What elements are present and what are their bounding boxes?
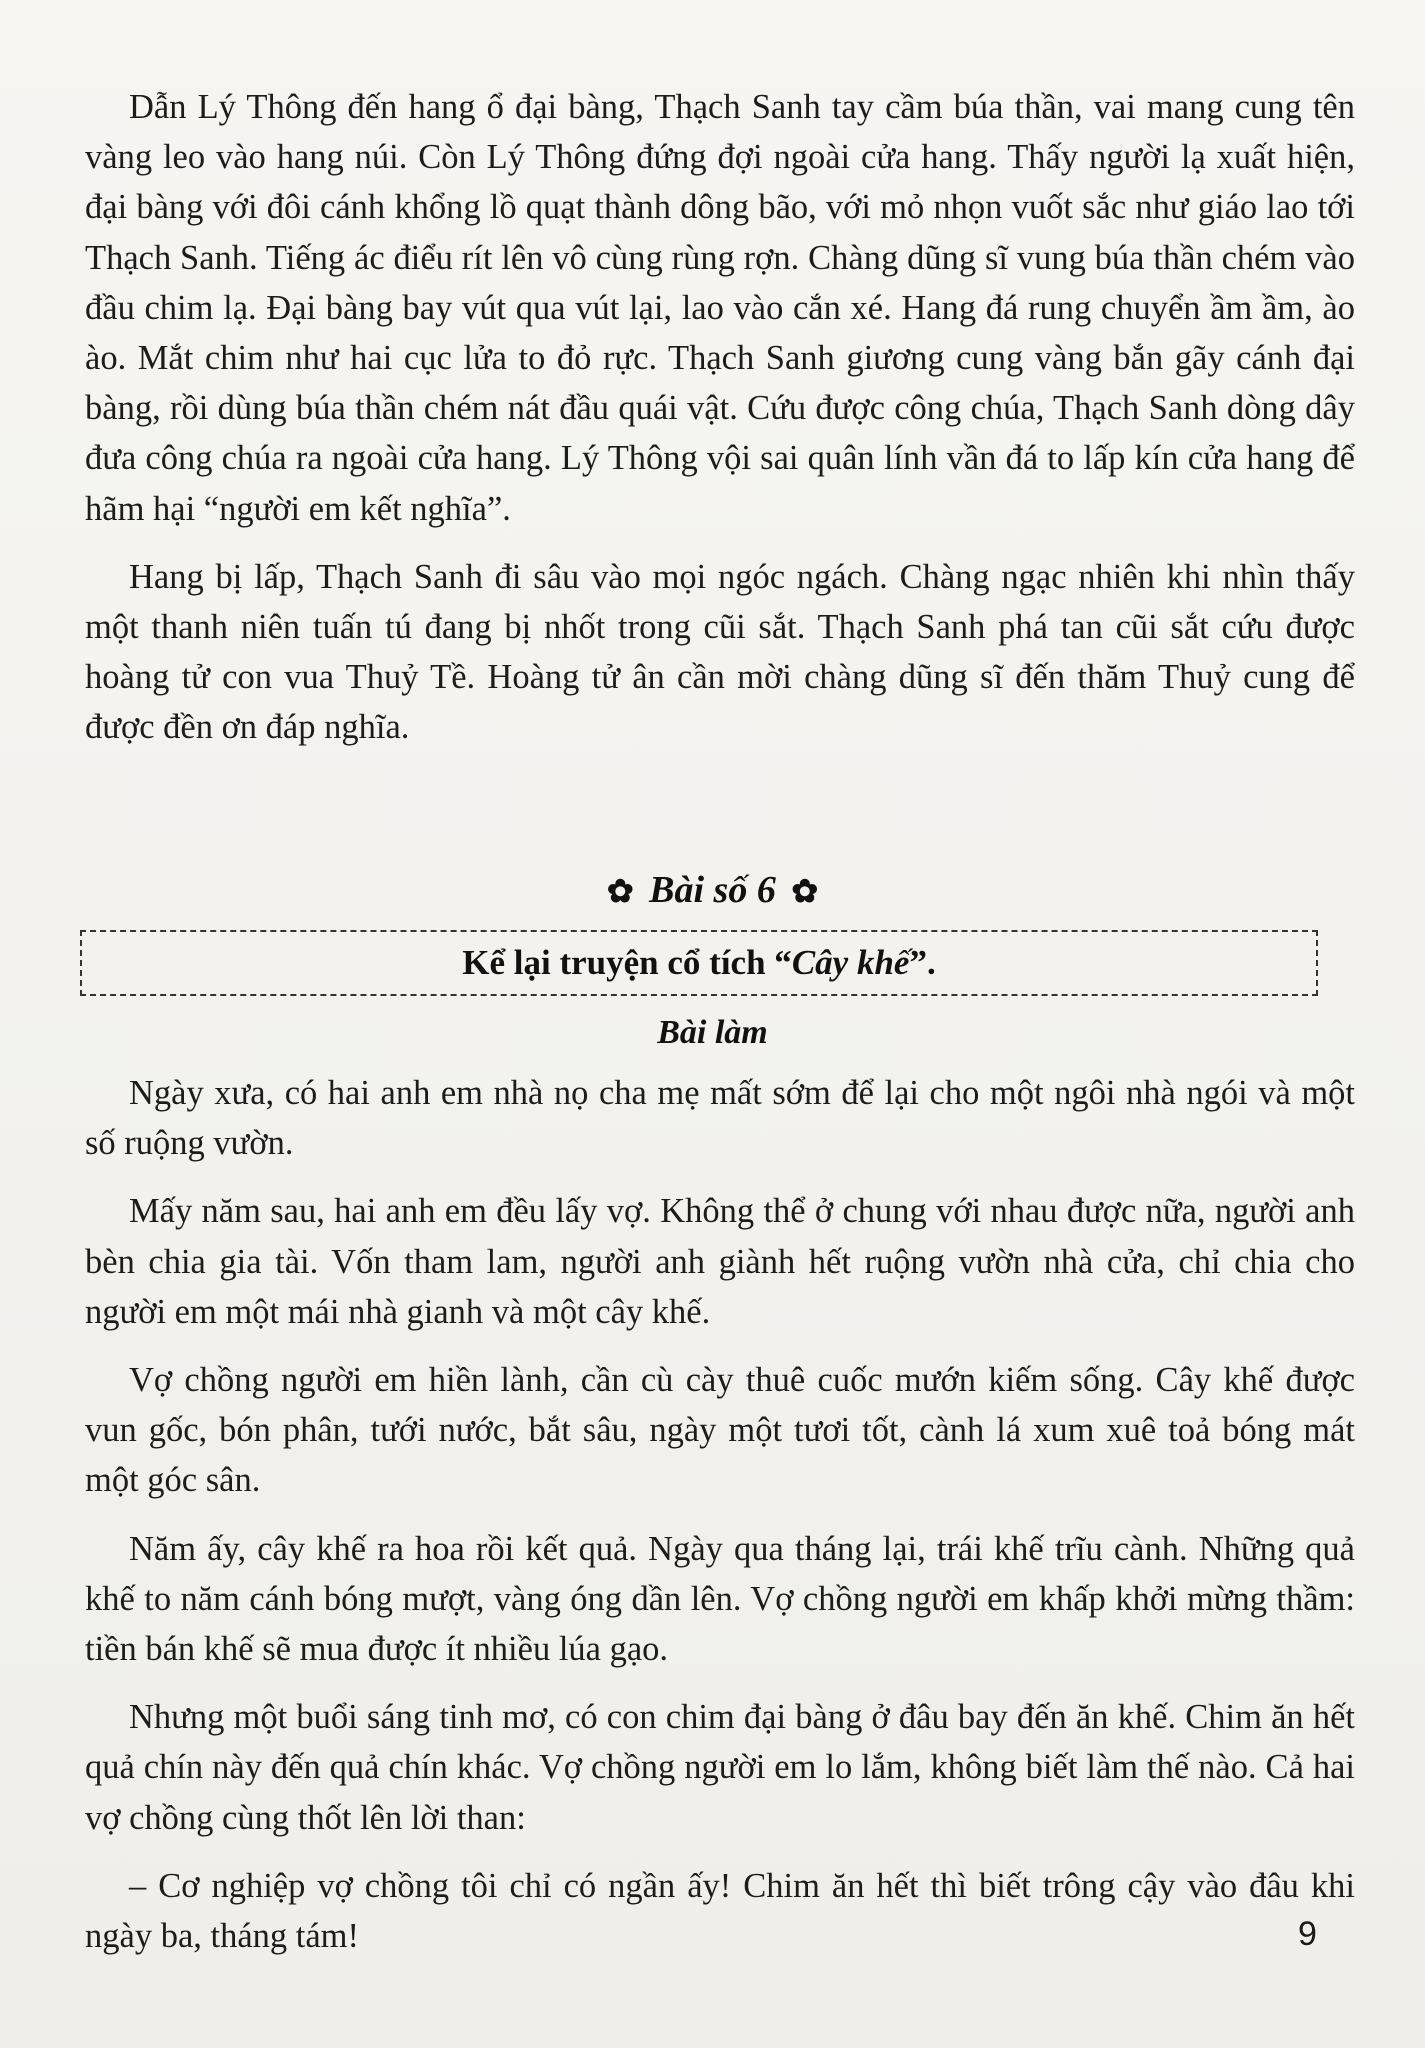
paragraph: Dẫn Lý Thông đến hang ổ đại bàng, Thạch Sanh tay cầm búa thần, vai mang cung tên vàng leo vào hang núi. Còn Lý Thông đứng đợi ngoài cửa hang. Thấy người lạ xuất hiện, đại bàng với đôi cánh khổng lồ quạt thành dông bão, với mỏ nhọn vuốt sắc như giáo lao tới Thạch Sanh. Tiếng ác điểu rít lên vô cùng rùng rợn. Chàng dũng sĩ vung búa thần chém vào đầu chim lạ. Đại bàng bay vút qua vút lại, lao vào cắn xé. Hang đá rung chuyển ầm ầm, ào ào. Mắt chim như hai cục lửa to đỏ rực. Thạch Sanh giương cung vàng bắn gãy cánh đại bàng, rồi dùng búa thần chém nát đầu quái vật. Cứu được công chúa, Thạch Sanh dòng dây đưa công chúa ra ngoài cửa hang. Lý Thông vội sai quân lính vần đá to lấp kín cửa hang để hãm hại “người em kết nghĩa”. bbox=[85, 88, 1355, 528]
flower-icon: ✿ bbox=[791, 873, 819, 909]
page-number: 9 bbox=[1298, 1915, 1317, 1953]
lesson-title-text: Bài số 6 bbox=[649, 869, 776, 911]
paragraph: Vợ chồng người em hiền lành, cần cù cày thuê cuốc mướn kiếm sống. Cây khế được vun gốc, bón phân, tưới nước, bắt sâu, ngày một tươi tốt, cành lá xum xuê toả bóng mát một góc sân. bbox=[85, 1361, 1355, 1500]
task-prefix: Kể lại truyện cổ tích “ bbox=[462, 943, 792, 982]
paragraph: Ngày xưa, có hai anh em nhà nọ cha mẹ mất sớm để lại cho một ngôi nhà ngói và một số ruộng vườn. bbox=[85, 1074, 1355, 1163]
task-prompt-box bbox=[80, 930, 1318, 996]
story-continuation bbox=[85, 82, 1355, 753]
story-answer bbox=[85, 1068, 1355, 1961]
answer-heading: Bài làm bbox=[657, 1014, 768, 1051]
task-story-title: Cây khế bbox=[791, 943, 910, 982]
paragraph: Năm ấy, cây khế ra hoa rồi kết quả. Ngày qua tháng lại, trái khế trĩu cành. Những quả khế to năm cánh bóng mượt, vàng óng dần lên. Vợ chồng người em khấp khởi mừng thầm: tiền bán khế sẽ mua được ít nhiều lúa gạo. bbox=[85, 1529, 1355, 1669]
paragraph: – Cơ nghiệp vợ chồng tôi chỉ có ngần ấy! Chim ăn hết thì biết trông cậy vào đâu khi ngày ba, tháng tám! bbox=[85, 1866, 1355, 1956]
flower-icon: ✿ bbox=[606, 873, 634, 909]
paragraph: Mấy năm sau, hai anh em đều lấy vợ. Không thể ở chung với nhau được nữa, người anh bèn chia gia tài. Vốn tham lam, người anh giành hết ruộng vườn nhà cửa, chỉ chia cho người em một mái nhà gianh và một cây khế. bbox=[85, 1192, 1355, 1331]
lesson-title bbox=[0, 868, 1425, 912]
paragraph: Hang bị lấp, Thạch Sanh đi sâu vào mọi ngóc ngách. Chàng ngạc nhiên khi nhìn thấy một thanh niên tuấn tú đang bị nhốt trong cũi sắt. Thạch Sanh phá tan cũi sắt cứu được hoàng tử con vua Thuỷ Tề. Hoàng tử ân cần mời chàng dũng sĩ đến thăm Thuỷ cung để được đền ơn đáp nghĩa. bbox=[85, 557, 1355, 747]
task-suffix: ”. bbox=[909, 943, 936, 982]
paragraph: Nhưng một buổi sáng tinh mơ, có con chim đại bàng ở đâu bay đến ăn khế. Chim ăn hết quả chín này đến quả chín khác. Vợ chồng người em lo lắm, không biết làm thế nào. Cả hai vợ chồng cùng thốt lên lời than: bbox=[85, 1698, 1355, 1837]
